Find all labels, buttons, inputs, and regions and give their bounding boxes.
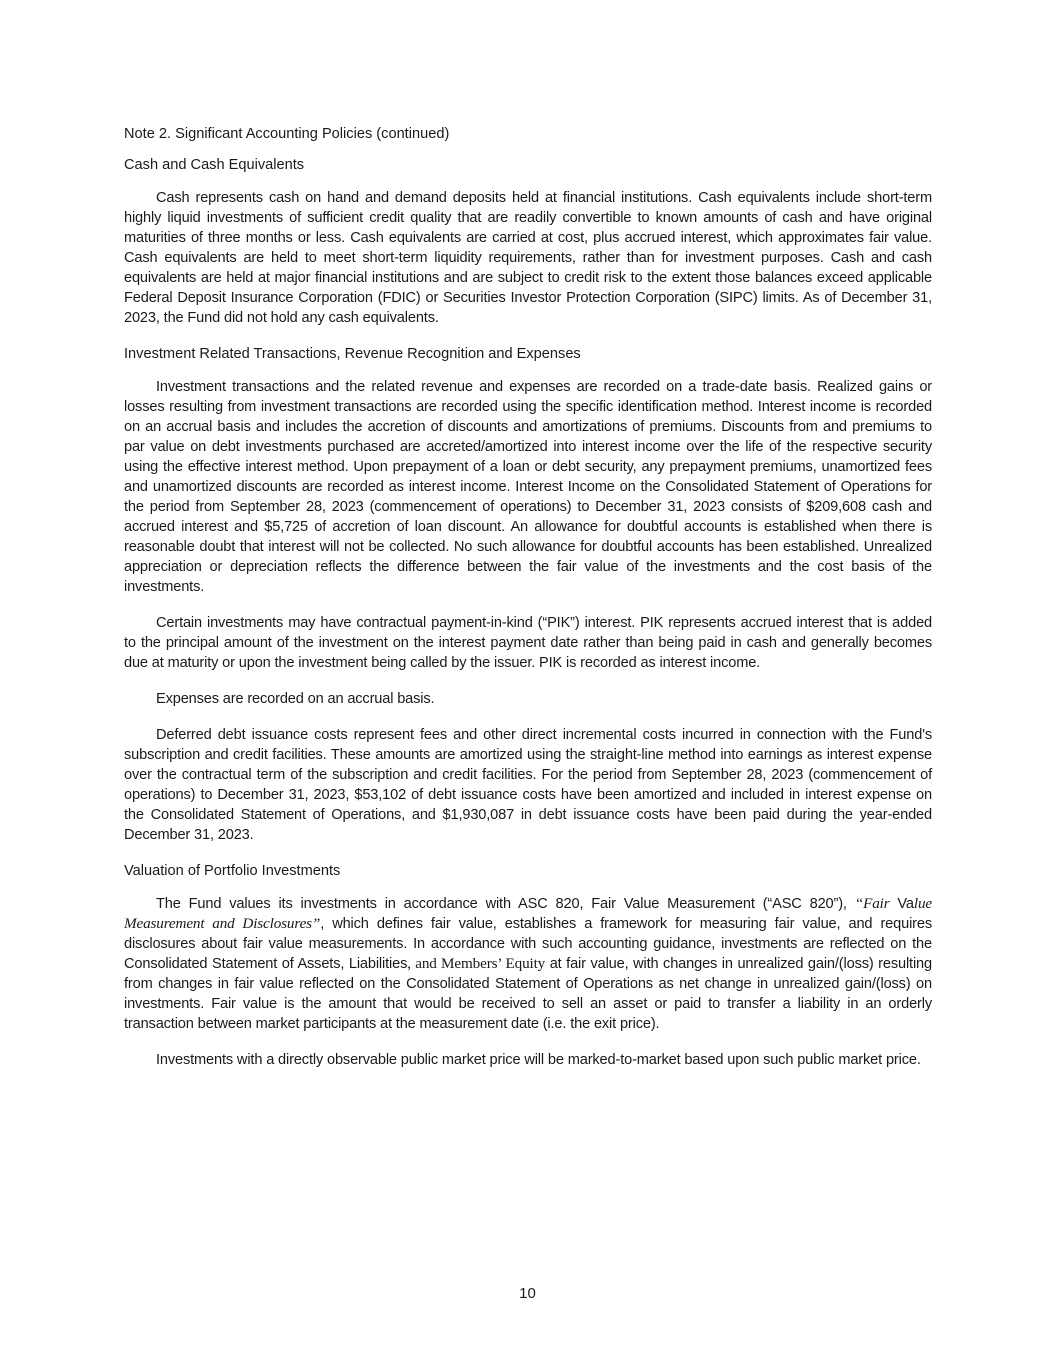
section-heading-cash: Cash and Cash Equivalents: [124, 157, 305, 173]
text-run: The Fund values its investments in accordance with ASC 820, Fair Value Measurement (“ASC 820”),: [156, 896, 855, 912]
serif-text-run: , and Members’ Equity: [407, 955, 546, 972]
note-title: Note 2. Significant Accounting Policies (continued): [124, 126, 450, 142]
section-heading-valuation: Valuation of Portfolio Investments: [124, 863, 341, 879]
document-page: [124, 124, 932, 1086]
section-heading-investment-transactions: Investment Related Transactions, Revenue Recognition and Expenses: [124, 346, 581, 362]
paragraph-pik-interest: Certain investments may have contractual payment-in-kind (“PIK”) interest. PIK represents accrued interest that is added to the principal amount of the investment on the interest payment date rather than being paid in cash and generally becomes due at maturity or upon the investment being called by the issuer. PIK is recorded as interest income.: [124, 615, 932, 671]
text-run: at fair value, with changes in unrealized gain/(loss) resulting from changes in fair value reflected on the Consolidated Statement of Operations as net change in unrealized gain/(loss) on investments. Fair value is the amount that would be received to sell an asset or paid to transfer a liability in an orderly transaction between market participants at the measurement date (i.e. the exit price).: [124, 956, 932, 1032]
text-run: Va: [889, 896, 914, 912]
page-number: 10: [519, 1285, 536, 1302]
paragraph-marked-to-market: Investments with a directly observable public market price will be marked-to-market based upon such public market price.: [156, 1052, 921, 1068]
paragraph-cash-equivalents: Cash represents cash on hand and demand deposits held at financial institutions. Cash equivalents include short-term highly liquid investments of sufficient credit quality that are readily convertible to known amounts of cash and have original maturities of three months or less. Cash equivalents are carried at cost, plus accrued interest, which approximates fair value. Cash equivalents are held to meet short-term liquidity requirements, rather than for investment purposes. Cash and cash equivalents are held at major financial institutions and are subject to credit risk to the extent those balances exceed applicable Federal Deposit Insurance Corporation (FDIC) or Securities Investor Protection Corporation (SIPC) limits. As of December 31, 2023, the Fund did not hold any cash equivalents.: [124, 190, 932, 326]
italic-text-run: “Fair: [854, 895, 890, 912]
paragraph-fair-value-measurement: [124, 894, 932, 1034]
paragraph-debt-issuance-costs: Deferred debt issuance costs represent fees and other direct incremental costs incurred in connection with the Fund's subscription and credit facilities. These amounts are amortized using the straight-line method into earnings as interest expense over the contractual term of the subscription and credit facilities. For the period from September 28, 2023 (commencement of operations) to December 31, 2023, $53,102 of debt issuance costs have been amortized and included in interest expense on the Consolidated Statement of Operations, and $1,930,087 in debt issuance costs have been paid during the year-ended December 31, 2023.: [124, 727, 932, 843]
paragraph-expenses: Expenses are recorded on an accrual basis.: [156, 691, 435, 707]
text-run: , which defines fair value, establishes a framework for measuring fair value, and requires disclosures about fair value measurements. In accordance with such accounting guidance, investments are reflected on the Consolidated Statement of Assets, Liabilities: [124, 916, 932, 972]
italic-text-run: lue Measurement and Disclosures”: [124, 895, 932, 932]
paragraph-revenue-recognition: Investment transactions and the related revenue and expenses are recorded on a trade-date basis. Realized gains or losses resulting from investment transactions are recorded using the specific identification method. Interest income is recorded on an accrual basis and includes the accretion of discounts and amortizations of premiums. Discounts from and premiums to par value on debt investments purchased are accreted/amortized into interest income over the life of the respective security using the effective interest method. Upon prepayment of a loan or debt security, any prepayment premiums, unamortized fees and unamortized discounts are recorded as interest income. Interest Income on the Consolidated Statement of Operations for the period from September 28, 2023 (commencement of operations) to December 31, 2023 consists of $209,608 cash and accrued interest and $5,725 of accretion of loan discount. An allowance for doubtful accounts is established when there is reasonable doubt that interest will not be collected. No such allowance for doubtful accounts has been established. Unrealized appreciation or depreciation reflects the difference between the fair value of the investments and the cost basis of the investments.: [124, 379, 932, 595]
